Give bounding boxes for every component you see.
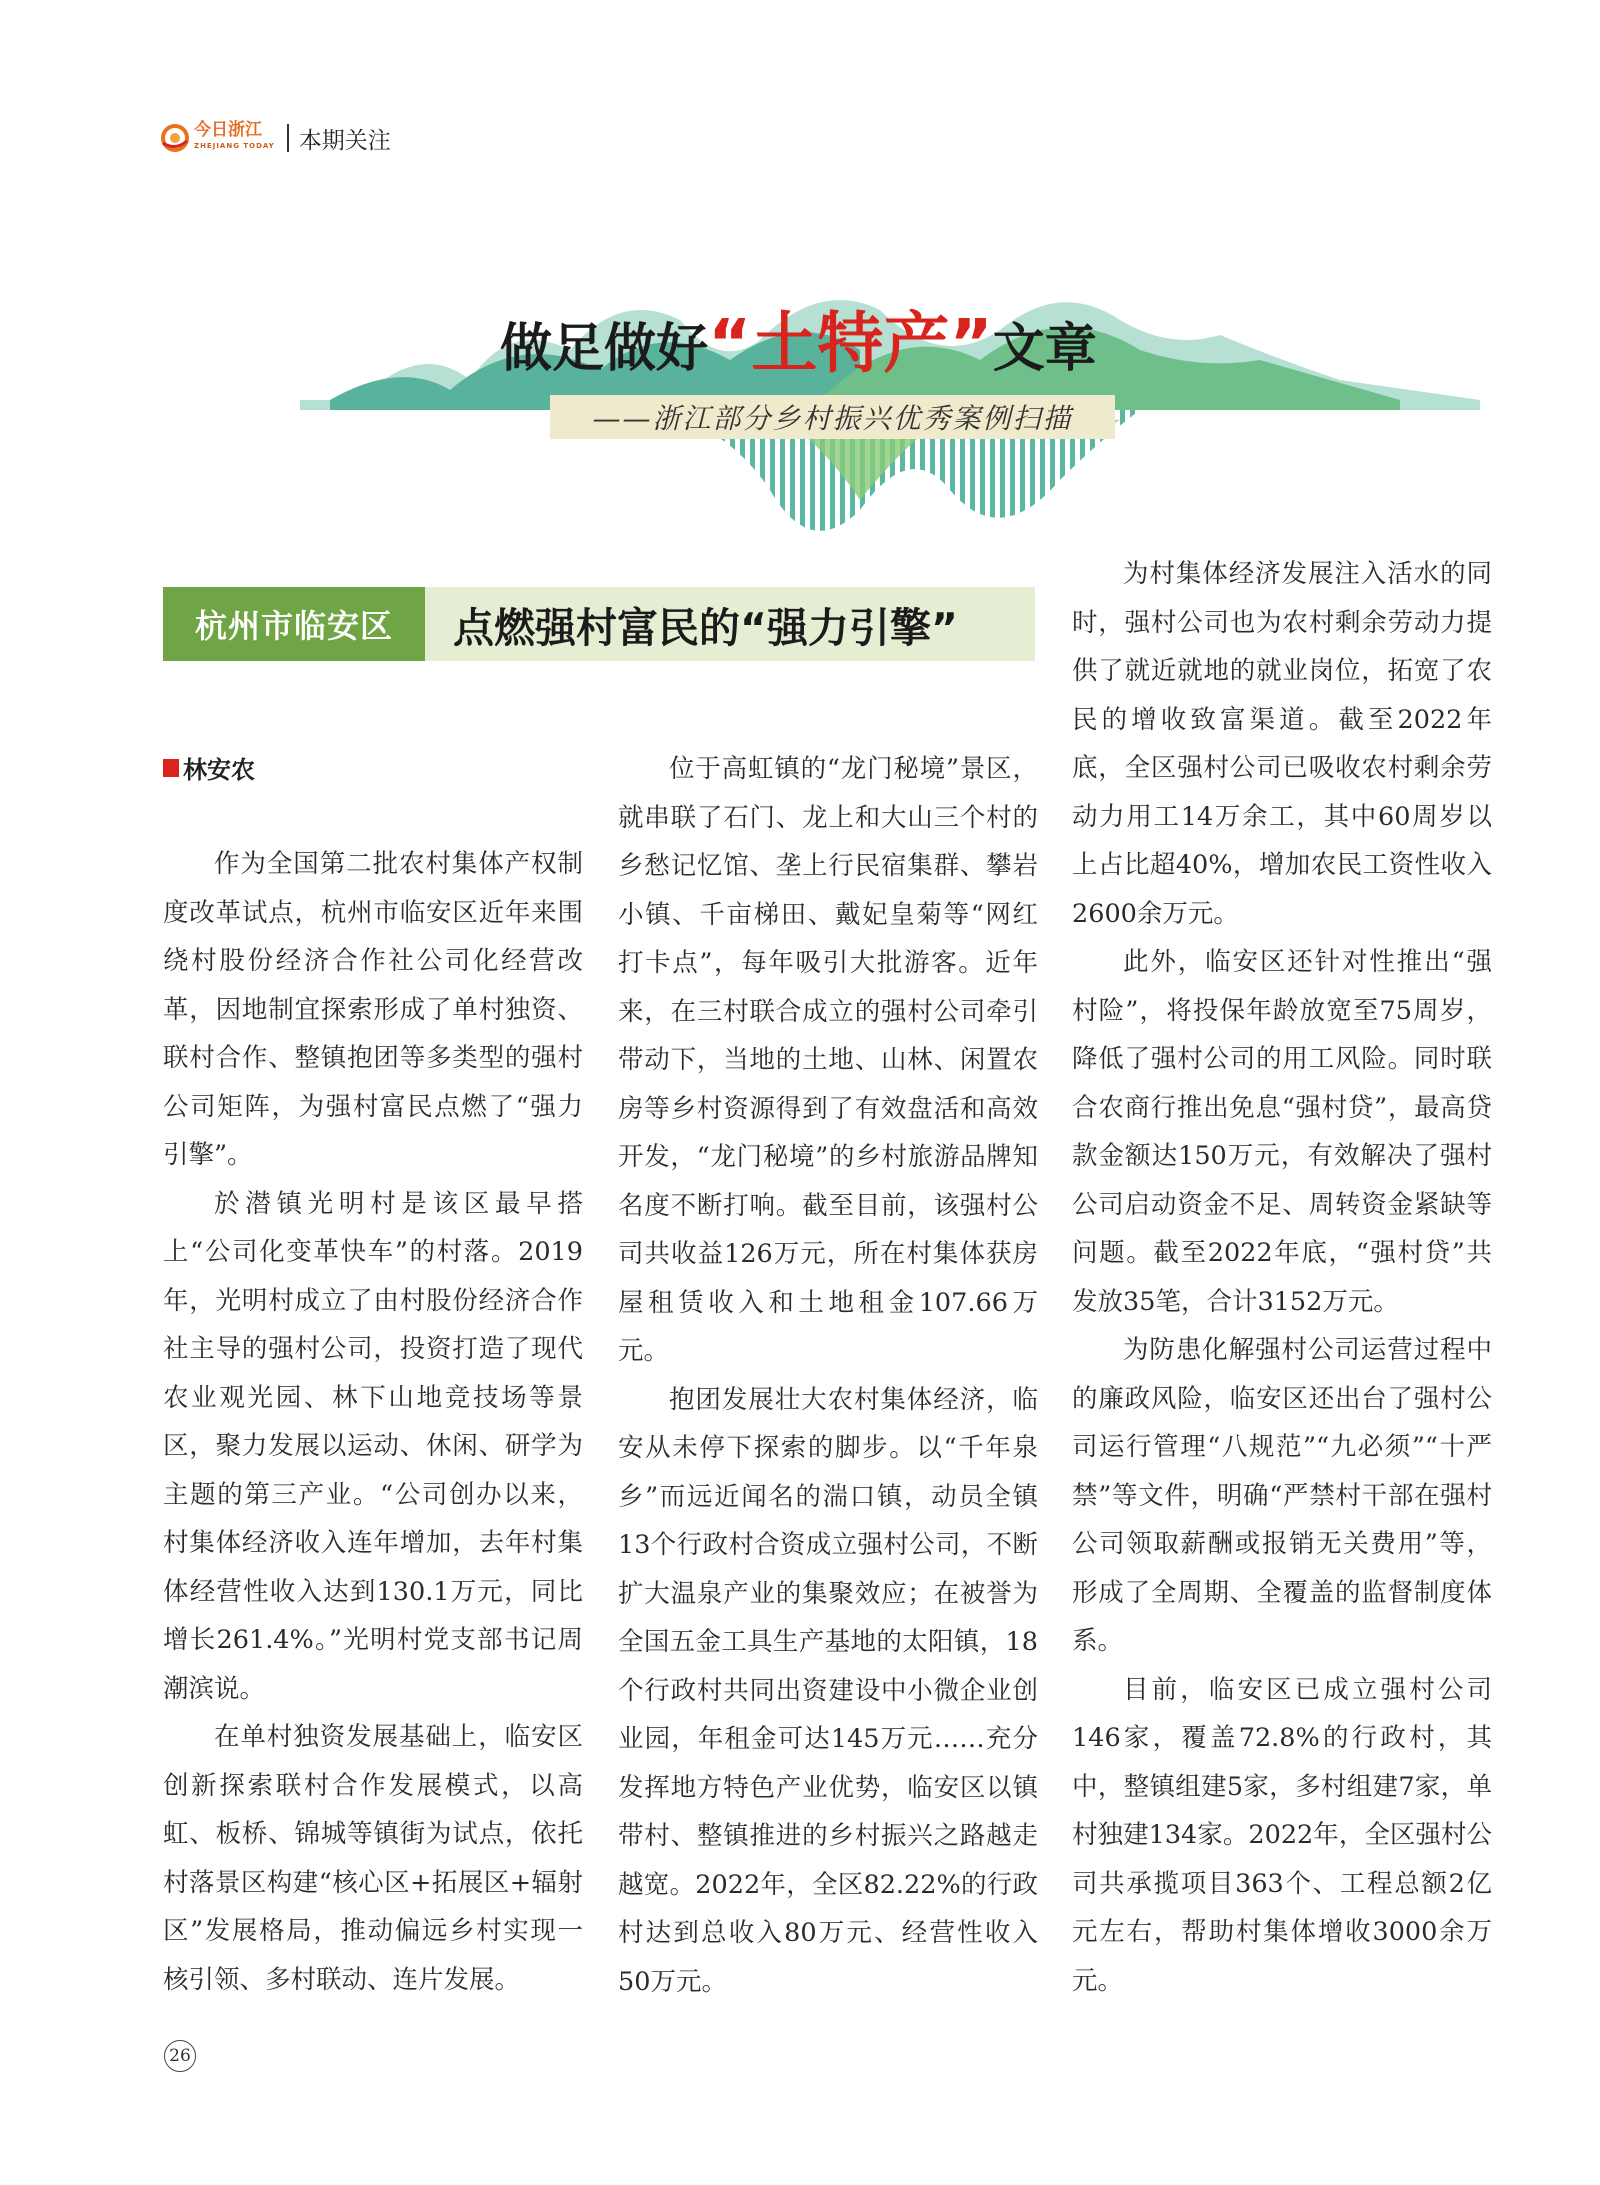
paragraph: 作为全国第二批农村集体产权制度改革试点，杭州市临安区近年来围绕村股份经济合作社公司化经营改革，因地制宜探索形成了单村独资、联村合作、整镇抱团等多类型的强村公司矩阵，为强村富民点燃了“强力引擎”。 (163, 849, 583, 1170)
series-subtitle: ——浙江部分乡村振兴优秀案例扫描 (550, 395, 1115, 439)
paragraph: 在单村独资发展基础上，临安区创新探索联村合作发展模式，以高虹、板桥、锦城等镇街为试点，依托村落景区构建“核心区+拓展区+辐射区”发展格局，推动偏远乡村实现一核引领、多村联动、连片发展。 (163, 1722, 583, 1995)
text-column-1 (163, 840, 583, 2004)
article-series-title (500, 290, 1097, 385)
article-headline-bar (163, 587, 1035, 661)
paragraph: 此外，临安区还针对性推出“强村险”，将投保年龄放宽至75周岁，降低了强村公司的用工风险。同时联合农商行推出免息“强村贷”，最高贷款金额达150万元，有效解决了强村公司启动资金不足、周转资金紧缺等问题。截至2022年底，“强村贷”共发放35笔，合计3152万元。 (1072, 947, 1492, 1317)
sun-logo-icon (160, 123, 190, 153)
paragraph: 於潜镇光明村是该区最早搭上“公司化变革快车”的村落。2019年，光明村成立了由村股份经济合作社主导的强村公司，投资打造了现代农业观光园、林下山地竞技场等景区，聚力发展以运动、休闲、研学为主题的第三产业。“公司创办以来，村集体经济收入连年增加，去年村集体经营性收入达到130.1万元，同比增长261.4%。”光明村党支部书记周潮滨说。 (163, 1188, 583, 1704)
paragraph: 为防患化解强村公司运营过程中的廉政风险，临安区还出台了强村公司运行管理“八规范”“九必须”“十严禁”等文件，明确“严禁村干部在强村公司领取薪酬或报销无关费用”等，形成了全周期、全覆盖的监督制度体系。 (1072, 1335, 1492, 1656)
section-label: 本期关注 (298, 127, 391, 154)
paragraph: 为村集体经济发展注入活水的同时，强村公司也为农村剩余劳动力提供了就近就地的就业岗位，拓宽了农民的增收致富渠道。截至2022年底，全区强村公司已吸收农村剩余劳动力用工14万余工，其中60周岁以上占比超40%，增加农民工资性收入2600余万元。 (1072, 559, 1492, 929)
paragraph: 目前，临安区已成立强村公司146家，覆盖72.8%的行政村，其中，整镇组建5家，多村组建7家，单村独建134家。2022年，全区强村公司共承揽项目363个、工程总额2亿元左右，帮助村集体增收3000余万元。 (1072, 1674, 1492, 1996)
logo (194, 122, 275, 154)
paragraph: 抱团发展壮大农村集体经济，临安从未停下探索的脚步。以“千年泉乡”而远近闻名的湍口镇，动员全镇13个行政村合资成立强村公司，不断扩大温泉产业的集聚效应；在被誉为全国五金工具生产基地的太阳镇，18个行政村共同出资建设中小微企业创业园，年租金可达145万元……充分发挥地方特色产业优势，临安区以镇带村、整镇推进的乡村振兴之路越走越宽。2022年，全区82.22%的行政村达到总收入80万元、经营性收入50万元。 (618, 1384, 1038, 1997)
article-headline: 点燃强村富民的“强力引擎” (425, 587, 1035, 661)
page-number: 26 (164, 2040, 196, 2072)
title-banner (300, 260, 1480, 560)
logo-text: 今日浙江 (194, 120, 262, 140)
header-divider (287, 124, 289, 152)
red-square-icon (163, 759, 179, 777)
author-name: 林安农 (183, 756, 255, 784)
author-byline (163, 750, 255, 785)
paragraph: 位于高虹镇的“龙门秘境”景区，就串联了石门、龙上和大山三个村的乡愁记忆馆、垄上行民宿集群、攀岩小镇、千亩梯田、戴妃皇菊等“网红打卡点”，每年吸引大批游客。近年来，在三村联合成立的强村公司牵引带动下，当地的土地、山林、闲置农房等乡村资源得到了有效盘活和高效开发，“龙门秘境”的乡村旅游品牌知名度不断打响。截至目前，该强村公司共收益126万元，所在村集体获房屋租赁收入和土地租金107.66万元。 (618, 754, 1038, 1366)
logo-subtext: ZHEJIANG TODAY (194, 142, 275, 150)
title-after: 文章 (992, 319, 1097, 379)
text-column-3 (1072, 550, 1492, 2005)
page-header (160, 118, 391, 158)
region-tag: 杭州市临安区 (163, 587, 425, 661)
text-column-2 (618, 745, 1038, 2006)
title-before: 做足做好 (500, 319, 709, 379)
title-highlight: “土特产” (708, 305, 993, 382)
